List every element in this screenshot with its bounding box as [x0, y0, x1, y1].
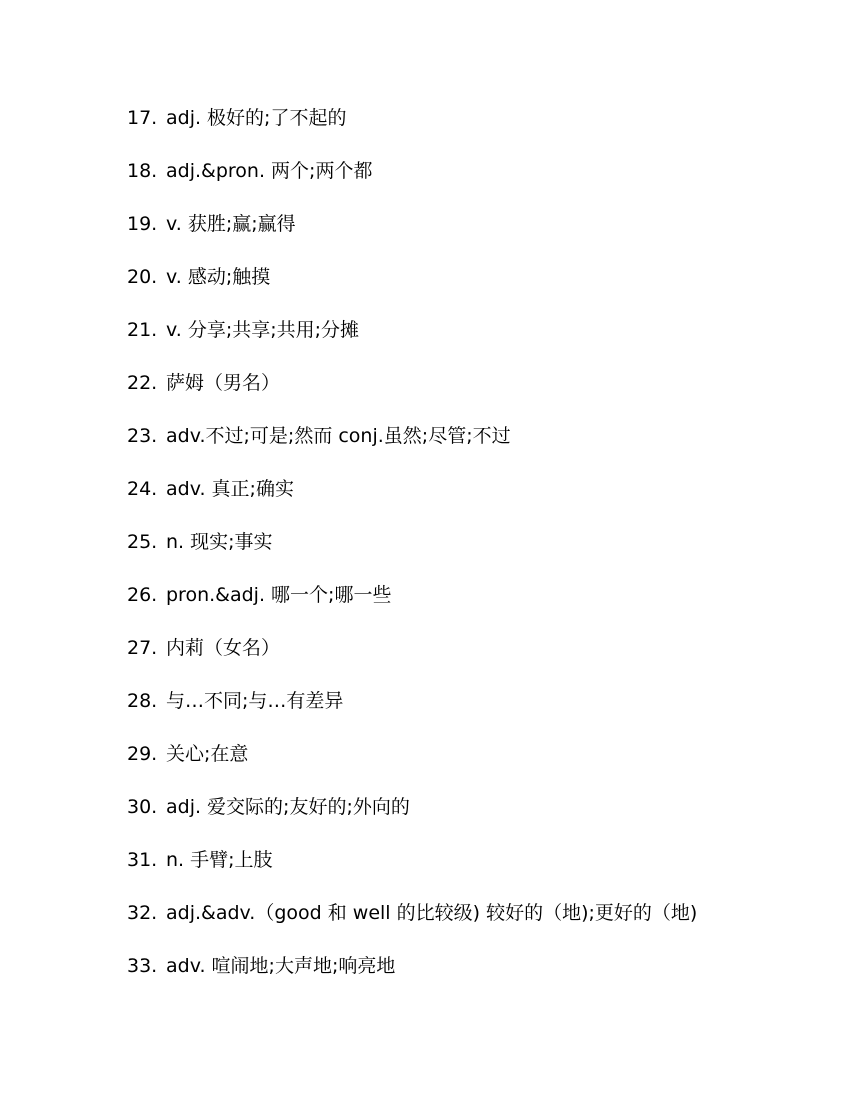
- item-number: 32.: [127, 902, 158, 924]
- item-number: 22.: [127, 372, 158, 394]
- item-definition: adj. 极好的;了不起的: [166, 107, 347, 129]
- item-number: 30.: [127, 796, 158, 818]
- item-number: 19.: [127, 213, 158, 235]
- item-number: 25.: [127, 531, 158, 553]
- list-item: [0, 528, 860, 581]
- item-definition: 与…不同;与…有差异: [166, 690, 344, 712]
- item-number: 29.: [127, 743, 158, 765]
- item-number: 23.: [127, 425, 158, 447]
- list-item: [0, 740, 860, 793]
- item-number: 27.: [127, 637, 158, 659]
- list-item: [0, 263, 860, 316]
- vocabulary-list: [0, 104, 860, 1005]
- item-definition: adj. 爱交际的;友好的;外向的: [166, 796, 410, 818]
- item-number: 17.: [127, 107, 158, 129]
- list-item: [0, 369, 860, 422]
- item-number: 18.: [127, 160, 158, 182]
- item-definition: n. 手臂;上肢: [166, 849, 273, 871]
- item-number: 21.: [127, 319, 158, 341]
- list-item: [0, 793, 860, 846]
- item-number: 20.: [127, 266, 158, 288]
- item-number: 24.: [127, 478, 158, 500]
- list-item: [0, 422, 860, 475]
- list-item: [0, 581, 860, 634]
- item-definition: n. 现实;事实: [166, 531, 273, 553]
- list-item: [0, 316, 860, 369]
- list-item: [0, 210, 860, 263]
- item-number: 31.: [127, 849, 158, 871]
- item-definition: 内莉（女名）: [166, 637, 281, 659]
- item-definition: v. 感动;触摸: [166, 266, 271, 288]
- item-definition: adv. 真正;确实: [166, 478, 294, 500]
- item-number: 33.: [127, 955, 158, 977]
- list-item: [0, 687, 860, 740]
- item-definition: adv. 喧闹地;大声地;响亮地: [166, 955, 396, 977]
- list-item: [0, 899, 860, 952]
- item-definition: v. 获胜;赢;赢得: [166, 213, 296, 235]
- list-item: [0, 104, 860, 157]
- item-definition: adv.不过;可是;然而 conj.虽然;尽管;不过: [166, 425, 511, 447]
- list-item: [0, 157, 860, 210]
- item-definition: 萨姆（男名）: [166, 372, 281, 394]
- item-number: 26.: [127, 584, 158, 606]
- item-definition: adj.&adv.（good 和 well 的比较级) 较好的（地);更好的（地): [166, 902, 698, 924]
- item-definition: v. 分享;共享;共用;分摊: [166, 319, 360, 341]
- item-number: 28.: [127, 690, 158, 712]
- list-item: [0, 846, 860, 899]
- item-definition: adj.&pron. 两个;两个都: [166, 160, 373, 182]
- item-definition: pron.&adj. 哪一个;哪一些: [166, 584, 392, 606]
- list-item: [0, 952, 860, 1005]
- list-item: [0, 634, 860, 687]
- list-item: [0, 475, 860, 528]
- item-definition: 关心;在意: [166, 743, 249, 765]
